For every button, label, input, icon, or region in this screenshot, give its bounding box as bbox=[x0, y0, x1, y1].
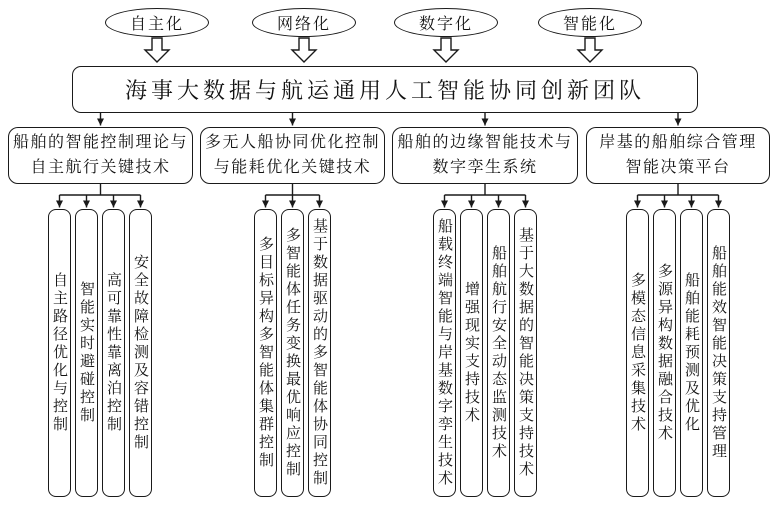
leaf-label: 基于大数据的智能决策支持技术 bbox=[517, 227, 533, 479]
leaf-box bbox=[75, 209, 98, 497]
leaf-box bbox=[129, 209, 152, 497]
concept-label: 网络化 bbox=[276, 16, 331, 33]
concept-ellipse-1 bbox=[105, 8, 209, 37]
leaf-box bbox=[460, 209, 483, 497]
root-box bbox=[72, 66, 698, 113]
leaf-box bbox=[102, 209, 125, 497]
branch-box-3 bbox=[392, 127, 578, 184]
concept-ellipse-4 bbox=[538, 8, 642, 37]
leaf-box bbox=[626, 209, 649, 497]
leaf-label: 安全故障检测及容错控制 bbox=[132, 254, 148, 452]
leaf-label: 多目标异构多智能体集群控制 bbox=[257, 236, 273, 470]
leaf-box bbox=[514, 209, 537, 497]
leaf-box bbox=[281, 209, 304, 497]
branch-title-line2: 自主航行关键技术 bbox=[30, 158, 171, 176]
branch-title-line1: 船舶的智能控制理论与 bbox=[12, 133, 188, 151]
root-title: 海事大数据与航运通用人工智能协同创新团队 bbox=[124, 78, 645, 103]
leaf-label: 多模态信息采集技术 bbox=[629, 272, 645, 434]
leaf-box bbox=[254, 209, 277, 497]
branch-box-4 bbox=[586, 127, 770, 184]
branch-title-line1: 船舶的边缘智能技术与 bbox=[397, 133, 573, 151]
branch-box-1 bbox=[8, 127, 193, 184]
leaf-box bbox=[653, 209, 676, 497]
down-block-arrow-icon bbox=[292, 38, 316, 62]
leaf-label: 增强现实支持技术 bbox=[463, 281, 479, 425]
leaf-box bbox=[487, 209, 510, 497]
down-block-arrow-icon bbox=[578, 38, 602, 62]
leaf-label: 自主路径优化与控制 bbox=[51, 272, 67, 434]
leaf-box bbox=[48, 209, 71, 497]
leaf-label: 多源异构数据融合技术 bbox=[656, 263, 672, 443]
leaf-label: 船舶能耗预测及优化 bbox=[683, 272, 699, 434]
concept-ellipse-3 bbox=[394, 8, 498, 37]
branch-title-line1: 多无人船协同优化控制 bbox=[204, 133, 380, 151]
branch-title-line2: 与能耗优化关键技术 bbox=[213, 158, 372, 176]
leaf-label: 船载终端智能与岸基数字孪生技术 bbox=[436, 218, 452, 488]
leaf-label: 船舶航行安全动态监测技术 bbox=[490, 245, 506, 461]
branch-title-line1: 岸基的船舶综合管理 bbox=[599, 133, 757, 151]
concept-label: 数字化 bbox=[418, 16, 473, 33]
leaf-label: 多智能体任务变换最优响应控制 bbox=[284, 227, 300, 479]
leaf-box bbox=[707, 209, 730, 497]
leaf-label: 高可靠性靠离泊控制 bbox=[105, 272, 121, 434]
leaf-label: 基于数据驱动的多智能体协同控制 bbox=[311, 218, 327, 488]
down-block-arrow-icon bbox=[434, 38, 458, 62]
down-block-arrow-icon bbox=[145, 38, 169, 62]
branch-title-line2: 数字孪生系统 bbox=[432, 158, 538, 176]
leaf-box bbox=[680, 209, 703, 497]
branch-title-line2: 智能决策平台 bbox=[625, 158, 731, 176]
leaf-box bbox=[433, 209, 456, 497]
concept-label: 自主化 bbox=[129, 16, 184, 33]
leaf-box bbox=[308, 209, 331, 497]
leaf-label: 智能实时避碰控制 bbox=[78, 281, 94, 425]
leaf-label: 船舶能效智能决策支持管理 bbox=[710, 245, 726, 461]
concept-ellipse-2 bbox=[252, 8, 356, 37]
branch-box-2 bbox=[200, 127, 385, 184]
concept-label: 智能化 bbox=[562, 16, 617, 33]
